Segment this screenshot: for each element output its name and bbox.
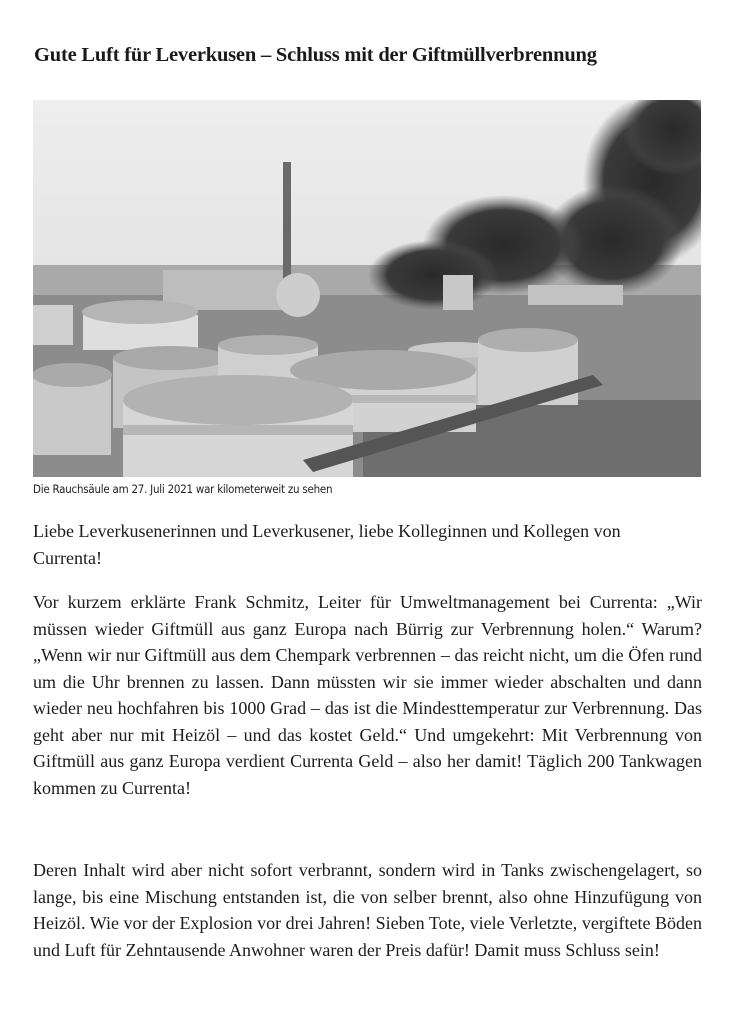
photo-illustration bbox=[33, 100, 701, 477]
paragraph-1: Vor kurzem erklärte Frank Schmitz, Leiter für Umweltmanagement bei Currenta: „Wir müssen wieder Giftmüll aus ganz Europa nach Bürrig zur Verbrennung holen.“ Warum? „Wenn wir nur Giftmüll aus dem Chempark verbrennen – das reicht nicht, um die Öfen rund um die Uhr brennen zu lassen. Dann müssten wir sie immer wieder abschalten und dann wieder neu hochfahren bis 1000 Grad – das ist die Mindesttemperatur zur Verbrennung. Das geht aber nur mit Heizöl – und das kostet Geld.“ Und umgekehrt: Mit Verbrennung von Giftmüll aus ganz Europa verdient Currenta Geld – also her damit! Täglich 200 Tankwagen kommen zu Currenta! bbox=[33, 592, 702, 798]
page-title: Gute Luft für Leverkusen – Schluss mit der Giftmüllverbrennung bbox=[34, 44, 597, 66]
paragraph-2: Deren Inhalt wird aber nicht sofort verbrannt, sondern wird in Tanks zwischengelagert, so lange, bis eine Mischung entstanden ist, die von selber brennt, also ohne Hinzufügung von Heizöl. Wie vor der Explosion vor drei Jahren! Sieben Tote, viele Verletzte, vergiftete Böden und Luft für Zehntausende Anwohner waren der Preis dafür! Damit muss Schluss sein! bbox=[33, 860, 702, 960]
greeting: Liebe Leverkusenerinnen und Leverkusener, liebe Kolleginnen und Kollegen von Currenta! bbox=[33, 521, 621, 568]
photo-caption: Die Rauchsäule am 27. Juli 2021 war kilometerweit zu sehen bbox=[33, 483, 333, 496]
photo-industrial-smoke bbox=[33, 100, 701, 477]
